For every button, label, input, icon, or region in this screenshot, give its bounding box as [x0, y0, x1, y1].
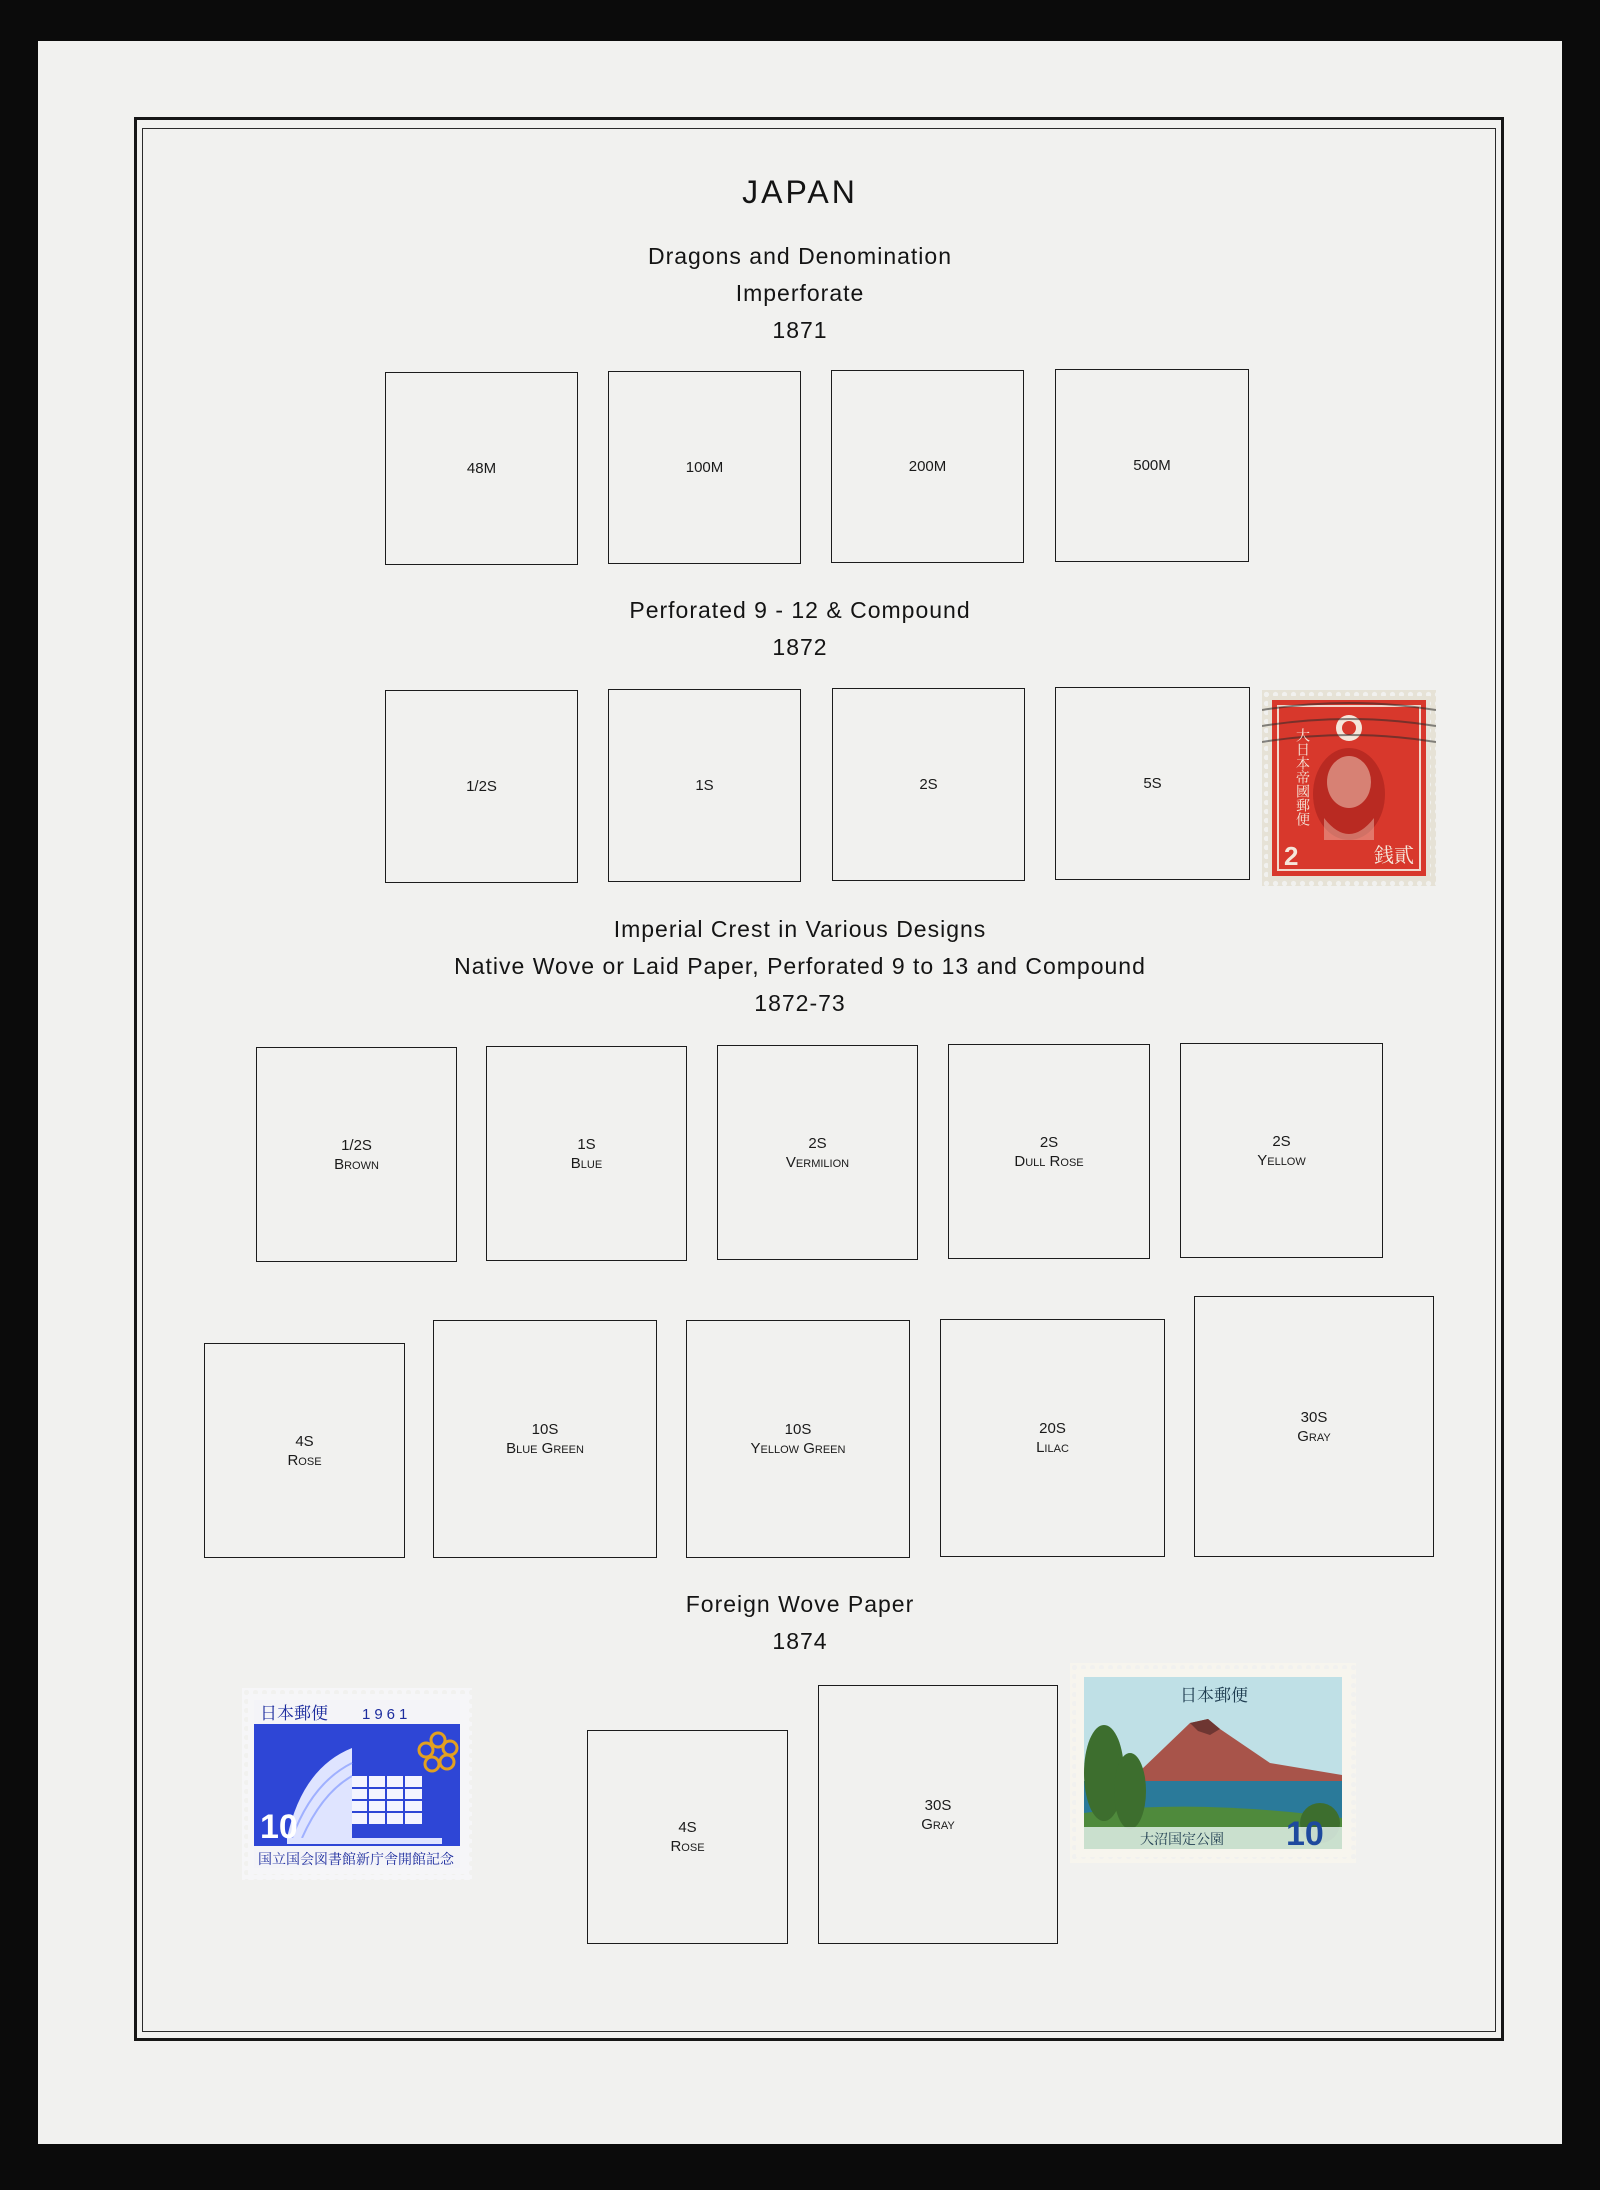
stamp-space-color: Rose [287, 1451, 322, 1469]
stamp-space [433, 1320, 657, 1558]
stamp-space [940, 1319, 1165, 1557]
stamp-space-value: 4S [295, 1432, 314, 1450]
stamp-space-value: 100M [685, 459, 724, 476]
nogi-2-sen-stamp [1262, 690, 1436, 886]
stamp-space [204, 1343, 405, 1558]
stamp-space-color: Gray [921, 1815, 955, 1833]
onuma-park-stamp [1070, 1663, 1356, 1863]
stamp-space [256, 1047, 457, 1262]
stamp-space [818, 1685, 1058, 1944]
section-2-year: 1872 [772, 634, 828, 660]
stamp-space-color: Blue [570, 1154, 603, 1172]
stamp-space-color: Yellow Green [750, 1440, 846, 1457]
section-1-heading: Dragons and Denomination [647, 243, 952, 269]
stamp-space [1194, 1296, 1434, 1557]
stamp-space-value: 5S [1143, 775, 1162, 792]
stamp-space-value: 1S [577, 1135, 596, 1153]
stamp-space [385, 690, 578, 883]
library-denomination: 10 [260, 1808, 298, 1846]
stamp-space [486, 1046, 687, 1261]
park-denomination: 10 [1286, 1815, 1324, 1853]
stamp-space-value: 20S [1039, 1420, 1066, 1437]
stamp-space-color: Rose [670, 1838, 705, 1855]
library-caption: 国立国会図書館新庁舎開館記念 [258, 1852, 454, 1868]
nogi-kanji-value: 銭貳 [1374, 843, 1414, 867]
stamp-space-value: 2S [1272, 1132, 1291, 1150]
section-3-heading: Imperial Crest in Various Designs [613, 916, 987, 942]
stamp-space-color: Dull Rose [1014, 1152, 1084, 1170]
stamp-space-value: 1/2S [341, 1136, 372, 1154]
stamp-space [948, 1044, 1150, 1259]
section-3-year: 1872-73 [754, 990, 846, 1016]
stamp-space [1055, 687, 1250, 880]
stamp-space-value: 4S [678, 1819, 697, 1836]
stamp-space-value: 2S [919, 776, 938, 793]
stamp-space [832, 688, 1025, 881]
stamp-space-value: 2S [808, 1134, 827, 1152]
park-caption: 大沼国定公園 [1140, 1832, 1224, 1848]
stamp-space-value: 30S [1300, 1408, 1328, 1426]
park-country: 日本郵便 [1180, 1686, 1248, 1706]
library-1961-stamp [242, 1688, 472, 1880]
stamp-space [608, 689, 801, 882]
stamp-space-value: 30S [924, 1796, 952, 1814]
stamp-space-color: Vermilion [785, 1153, 850, 1171]
stamp-space [1055, 369, 1249, 562]
stamp-space-value: 48M [466, 460, 497, 477]
stamp-space [587, 1730, 788, 1944]
stamp-space [608, 371, 801, 564]
section-3-subheading: Native Wove or Laid Paper, Perforated 9 to 13 and Compound [454, 953, 1146, 979]
stamp-space-color: Gray [1297, 1427, 1331, 1445]
nogi-denomination: 2 [1284, 841, 1299, 871]
stamp-space-value: 10S [784, 1421, 812, 1438]
stamp-space [717, 1045, 918, 1260]
section-1-subheading: Imperforate [735, 280, 865, 306]
stamp-space [1180, 1043, 1383, 1258]
stamp-space [385, 372, 578, 565]
stamp-space [686, 1320, 910, 1558]
stamp-space-value: 1S [695, 777, 714, 794]
section-4-year: 1874 [772, 1628, 828, 1654]
stamp-space-value: 1/2S [466, 778, 497, 795]
section-1-year: 1871 [772, 317, 828, 343]
section-4-heading: Foreign Wove Paper [685, 1591, 915, 1617]
library-country: 日本郵便 [260, 1704, 328, 1724]
stamp-space-color: Brown [334, 1155, 379, 1173]
stamp-space-color: Blue Green [506, 1440, 584, 1457]
stamp-space-value: 500M [1133, 457, 1171, 474]
stamp-space-value: 10S [531, 1421, 559, 1438]
stamp-space-value: 200M [908, 458, 947, 475]
section-2-heading: Perforated 9 - 12 & Compound [629, 597, 971, 623]
library-year: 1961 [362, 1706, 412, 1723]
page-title: JAPAN [742, 174, 858, 210]
stamp-space-value: 2S [1039, 1133, 1059, 1151]
stamp-space-color: Lilac [1036, 1439, 1069, 1456]
nogi-inscription: 大日本帝國郵便 [1294, 728, 1310, 826]
stamp-space-color: Yellow [1257, 1151, 1306, 1169]
stamp-space [831, 370, 1024, 563]
